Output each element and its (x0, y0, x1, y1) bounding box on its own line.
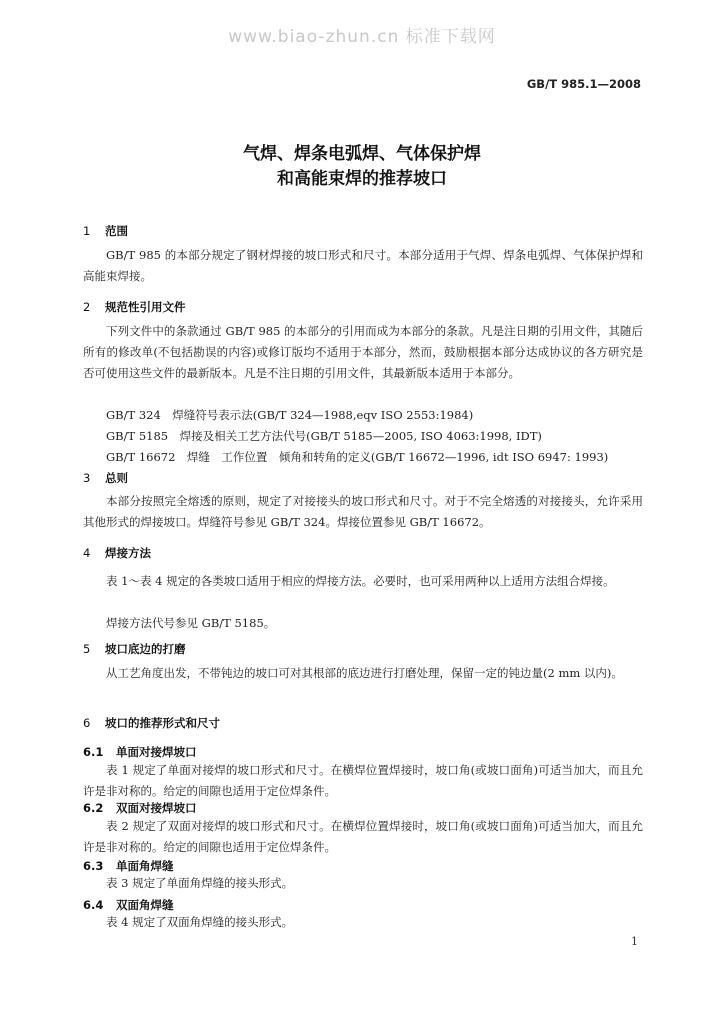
heading-6-1 (83, 744, 197, 760)
paragraph-double-butt: 表 2 规定了双面对接焊的坡口形式和尺寸。在横焊位置焊接时，坡口角(或坡口面角)可适当加大，而且允许是非对称的。给定的间隙也适用于定位焊条件。 (83, 819, 643, 854)
reference-item: GB/T 16672 焊缝 工作位置 倾角和转角的定义(GB/T 16672—1996, idt ISO 6947: 1993) (106, 450, 609, 464)
page-number: 1 (631, 935, 638, 948)
heading-number: 6.1 (83, 745, 104, 759)
heading-number: 4 (83, 546, 91, 560)
paragraph-double-fillet: 表 4 规定了双面角焊缝的接头形式。 (106, 915, 294, 929)
heading-number: 5 (83, 642, 91, 656)
heading-6-4 (83, 897, 174, 913)
title-line2: 和高能束焊的推荐坡口 (277, 169, 447, 189)
heading-title: 双面角焊缝 (116, 898, 174, 912)
paragraph-normative-refs: 下列文件中的条款通过 GB/T 985 的本部分的引用而成为本部分的条款。凡是注日期的引用文件，其随后所有的修改单(不包括勘误的内容)或修订版均不适用于本部分，然而，鼓励根据本部分达成协议的各方研究是否可使用这些文件的最新版本。凡是不注日期的引用文件，其最新版本适用于本部分。 (83, 324, 643, 380)
reference-item: GB/T 5185 焊接及相关工艺方法代号(GB/T 5185—2005, ISO 4063:1998, IDT) (106, 429, 542, 443)
watermark: www.biao-zhun.cn 标准下载网 (228, 27, 496, 47)
heading-number: 3 (83, 471, 91, 485)
heading-4 (83, 545, 151, 561)
heading-title: 规范性引用文件 (105, 300, 186, 314)
heading-3 (83, 470, 128, 486)
heading-2 (83, 299, 186, 315)
paragraph-grinding: 从工艺角度出发，不带钝边的坡口可对其根部的底边进行打磨处理，保留一定的钝边量(2 mm 以内)。 (106, 666, 623, 680)
heading-title: 坡口底边的打磨 (105, 642, 186, 656)
heading-6-3 (83, 858, 174, 874)
heading-title: 范围 (105, 224, 128, 238)
heading-number: 1 (83, 224, 91, 238)
standard-number: GB/T 985.1—2008 (526, 77, 641, 91)
heading-5 (83, 641, 186, 657)
heading-6-2 (83, 800, 197, 816)
paragraph-welding-codes: 焊接方法代号参见 GB/T 5185。 (106, 616, 276, 630)
heading-number: 6.4 (83, 898, 104, 912)
heading-number: 6.2 (83, 801, 104, 815)
heading-number: 6.3 (83, 859, 104, 873)
paragraph-scope: GB/T 985 的本部分规定了钢材焊接的坡口形式和尺寸。本部分适用于气焊、焊条电弧焊、气体保护焊和高能束焊接。 (83, 248, 643, 283)
paragraph-general: 本部分按照完全熔透的原则，规定了对接接头的坡口形式和尺寸。对于不完全熔透的对接接头，允许采用其他形式的焊接坡口。焊缝符号参见 GB/T 324。焊接位置参见 GB/T 16672。 (83, 494, 643, 529)
heading-title: 焊接方法 (105, 546, 151, 560)
heading-title: 坡口的推荐形式和尺寸 (105, 716, 220, 730)
heading-title: 单面角焊缝 (116, 859, 174, 873)
title-line1: 气焊、焊条电弧焊、气体保护焊 (243, 144, 481, 164)
paragraph-single-butt: 表 1 规定了单面对接焊的坡口形式和尺寸。在横焊位置焊接时，坡口角(或坡口面角)可适当加大，而且允许是非对称的。给定的间隙也适用于定位焊条件。 (83, 763, 643, 798)
heading-1 (83, 223, 128, 239)
heading-number: 6 (83, 716, 91, 730)
reference-item: GB/T 324 焊缝符号表示法(GB/T 324—1988,eqv ISO 2553:1984) (106, 408, 474, 422)
heading-number: 2 (83, 300, 91, 314)
heading-title: 总则 (105, 471, 128, 485)
paragraph-welding-methods: 表 1～表 4 规定的各类坡口适用于相应的焊接方法。必要时，也可采用两种以上适用方法组合焊接。 (106, 574, 615, 588)
heading-6 (83, 715, 220, 731)
paragraph-single-fillet: 表 3 规定了单面角焊缝的接头形式。 (106, 876, 294, 890)
heading-title: 双面对接焊坡口 (116, 801, 197, 815)
heading-title: 单面对接焊坡口 (116, 745, 197, 759)
